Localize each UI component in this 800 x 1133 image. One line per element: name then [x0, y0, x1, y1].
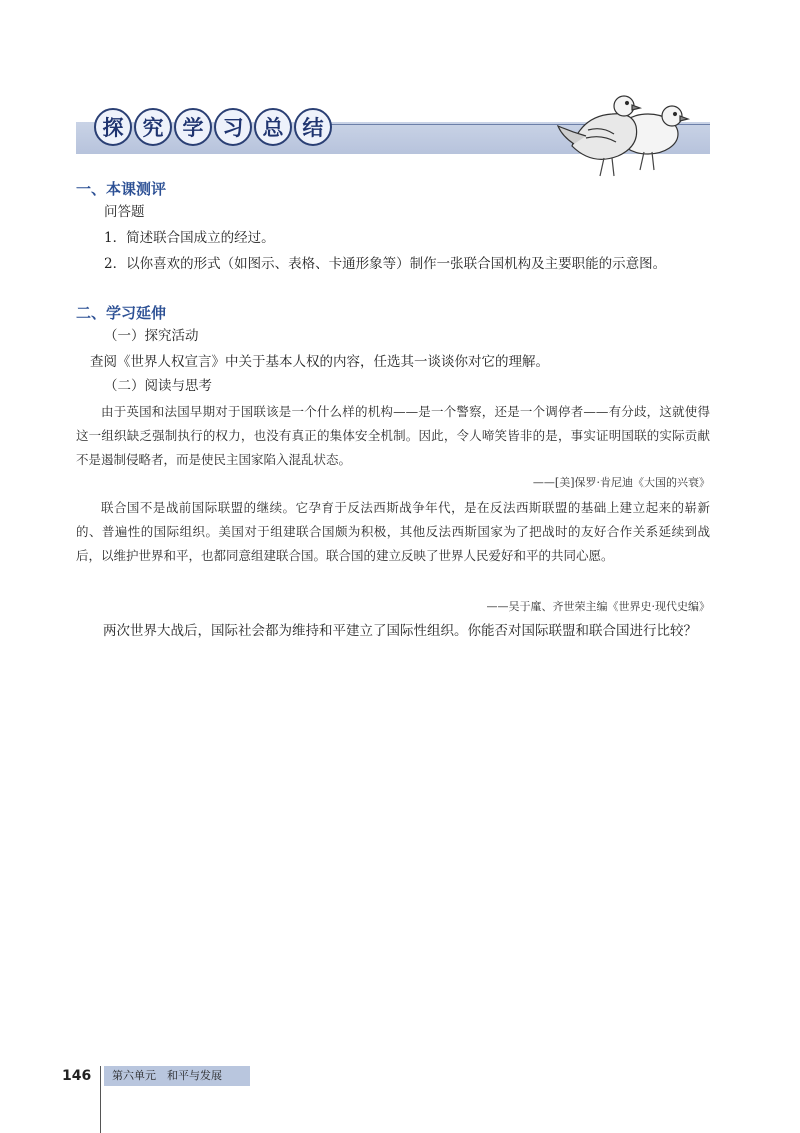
section-heading-review: 一、本课测评: [76, 180, 167, 198]
title-char: 究: [134, 108, 172, 146]
section-heading-extension: 二、学习延伸: [76, 304, 167, 322]
comparison-question: 两次世界大战后，国际社会都为维持和平建立了国际性组织。你能否对国际联盟和联合国进行比较？: [103, 623, 697, 639]
unit-label: 第六单元 和平与发展: [104, 1066, 250, 1086]
activity-label: （一）探究活动: [104, 328, 199, 344]
quote-kennedy: 由于英国和法国早期对于国联该是一个什么样的机构——是一个警察，还是一个调停者——有分歧，这就使得这一组织缺乏强制执行的权力，也没有真正的集体安全机制。因此，令人啼笑皆非的是，事实证明国联的实际贡献不是遏制侵略者，而是使民主国家陷入混乱状态。: [76, 404, 710, 467]
reading-label: （二）阅读与思考: [104, 378, 212, 394]
doves-illustration: [552, 86, 692, 182]
subheading-qa: 问答题: [104, 204, 145, 220]
title-char: 总: [254, 108, 292, 146]
question-2: 2．以你喜欢的形式（如图示、表格、卡通形象等）制作一张联合国机构及主要职能的示意图。: [104, 256, 667, 272]
activity-text: 查阅《世界人权宣言》中关于基本人权的内容，任选其一谈谈你对它的理解。: [90, 354, 549, 370]
section-title: [94, 108, 332, 146]
footer-divider: [100, 1066, 101, 1133]
title-char: 探: [94, 108, 132, 146]
quote-world-history: 联合国不是战前国际联盟的继续。它孕育于反法西斯战争年代，是在反法西斯联盟的基础上建立起来的崭新的、普遍性的国际组织。美国对于组建联合国颇为积极，其他反法西斯国家为了把战时的友好合作关系延续到战后，以维护世界和平，也都同意组建联合国。联合国的建立反映了世界人民爱好和平的共同心愿。: [76, 500, 710, 563]
title-char: 结: [294, 108, 332, 146]
question-1: 1．简述联合国成立的经过。: [104, 230, 275, 246]
title-char: 学: [174, 108, 212, 146]
title-char: 习: [214, 108, 252, 146]
page-number: 146: [62, 1068, 92, 1084]
citation-kennedy: ——[美]保罗·肯尼迪《大国的兴衰》: [532, 476, 710, 489]
citation-world-history: ——吴于廑、齐世荣主编《世界史·现代史编》: [486, 600, 710, 613]
